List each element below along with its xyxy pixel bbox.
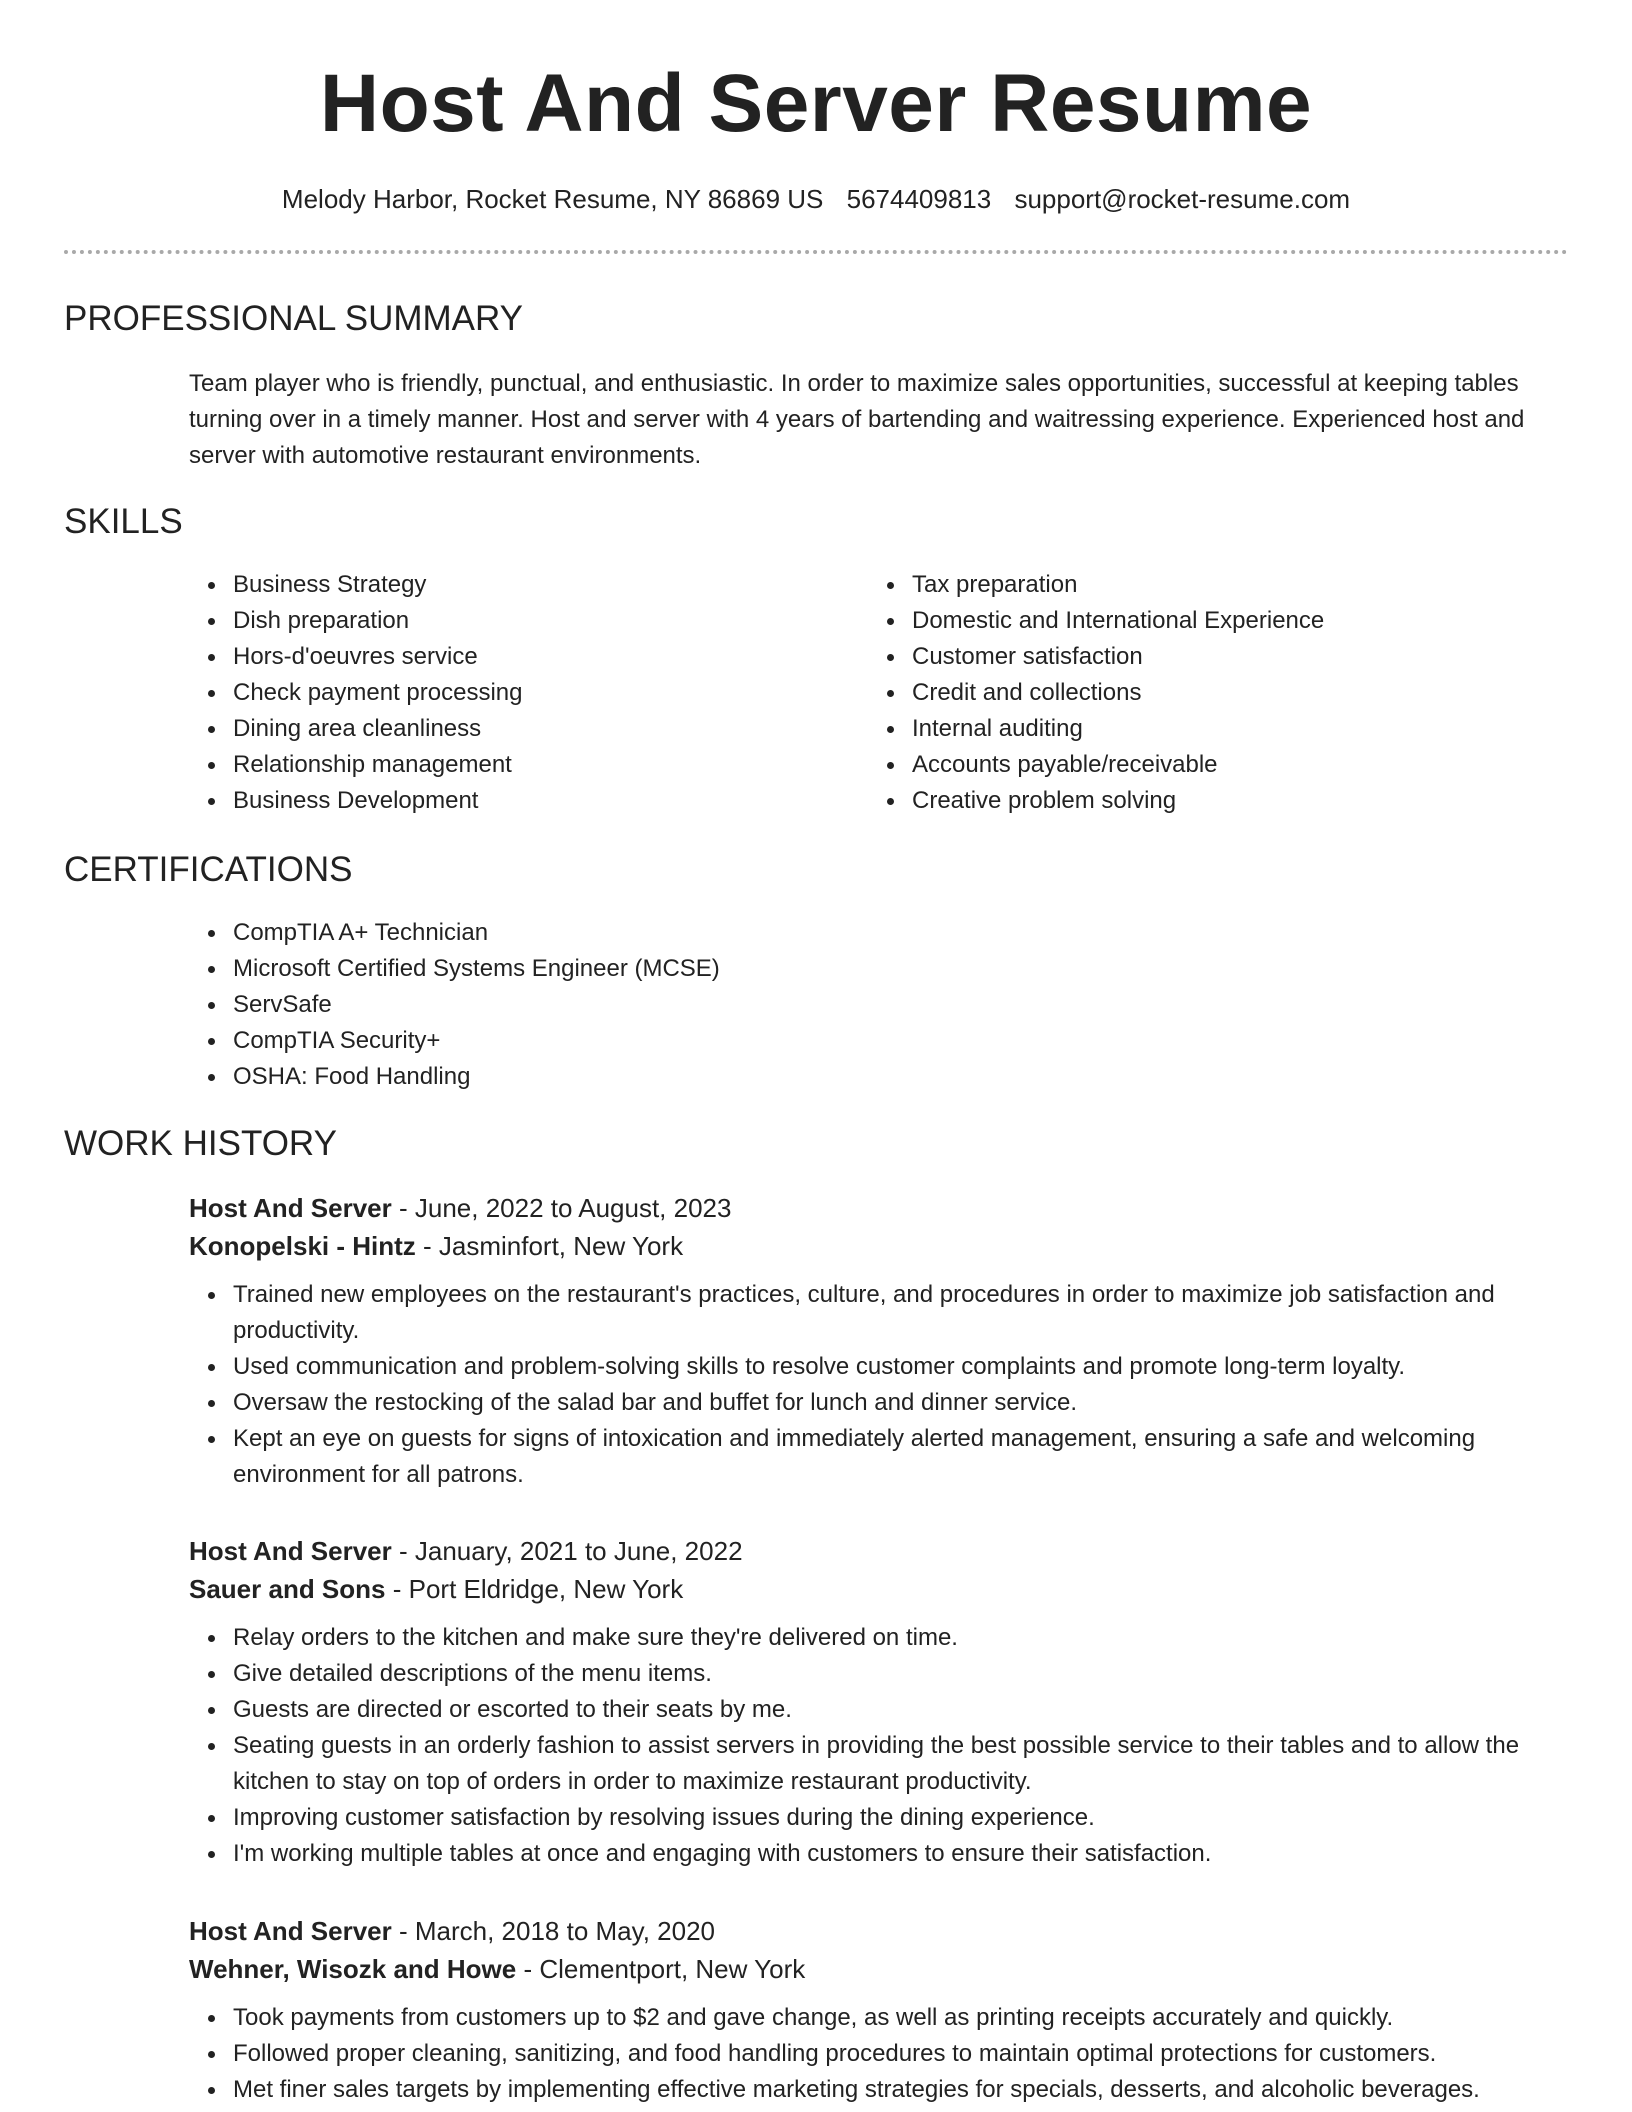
- certification-item: Microsoft Certified Systems Engineer (MCSE): [189, 951, 1489, 987]
- summary-text: Team player who is friendly, punctual, and enthusiastic. In order to maximize sales opportunities, successful at keeping tables turning over in a timely manner. Host and server with 4 years of bartending and waitressing experience. Experienced host and server with automotive restaurant environments.: [189, 370, 1525, 469]
- job-company-line: [189, 1950, 1549, 1988]
- job-title-line: [189, 1912, 1549, 1950]
- job-bullet: Seating guests in an orderly fashion to assist servers in providing the best possible service to their tables and to allow the kitchen to stay on top of orders in order to maximize restaurant productivity.: [189, 1728, 1549, 1800]
- job-bullets: [189, 1620, 1549, 1872]
- certification-item: CompTIA Security+: [189, 1023, 1489, 1059]
- job-title-line: [189, 1189, 1549, 1227]
- job-title: Host And Server: [189, 1916, 392, 1946]
- job-bullet: Followed proper cleaning, sanitizing, and food handling procedures to maintain optimal protections for customers.: [189, 2036, 1549, 2072]
- certification-item: OSHA: Food Handling: [189, 1059, 1489, 1095]
- certifications-list: [189, 915, 1489, 1095]
- contact-address: Melody Harbor, Rocket Resume, NY 86869 US: [281, 184, 824, 214]
- job-entry: [189, 1912, 1549, 2108]
- skill-item: Accounts payable/receivable: [868, 747, 1548, 783]
- job-bullet: Met finer sales targets by implementing effective marketing strategies for specials, desserts, and alcoholic beverages.: [189, 2072, 1549, 2108]
- job-company-line: [189, 1570, 1549, 1608]
- job-bullets: [189, 2000, 1549, 2108]
- skill-item: Internal auditing: [868, 711, 1548, 747]
- job-company-line: [189, 1227, 1549, 1265]
- certification-item: CompTIA A+ Technician: [189, 915, 1489, 951]
- job-bullet: Improving customer satisfaction by resolving issues during the dining experience.: [189, 1800, 1549, 1836]
- skill-item: Relationship management: [189, 747, 829, 783]
- contact-phone: 5674409813: [846, 184, 992, 214]
- job-bullet: Oversaw the restocking of the salad bar and buffet for lunch and dinner service.: [189, 1385, 1549, 1421]
- skill-item: Credit and collections: [868, 675, 1548, 711]
- summary-heading: PROFESSIONAL SUMMARY: [64, 299, 523, 338]
- contact-email: support@rocket-resume.com: [1014, 184, 1351, 214]
- skill-item: Creative problem solving: [868, 783, 1548, 819]
- skill-item: Domestic and International Experience: [868, 603, 1548, 639]
- skill-item: Dish preparation: [189, 603, 829, 639]
- skill-item: Business Development: [189, 783, 829, 819]
- skill-item: Business Strategy: [189, 567, 829, 603]
- skill-item: Check payment processing: [189, 675, 829, 711]
- skills-list-left: [189, 567, 829, 819]
- job-location: - Clementport, New York: [516, 1954, 806, 1984]
- job-dates: - March, 2018 to May, 2020: [391, 1916, 716, 1946]
- skills-list-right: [868, 567, 1548, 819]
- skills-heading: SKILLS: [64, 502, 183, 541]
- contact-line: [0, 182, 1632, 216]
- job-bullet: Took payments from customers up to $2 and gave change, as well as printing receipts accurately and quickly.: [189, 2000, 1549, 2036]
- job-title: Host And Server: [189, 1536, 392, 1566]
- job-bullet: Used communication and problem-solving skills to resolve customer complaints and promote long-term loyalty.: [189, 1349, 1549, 1385]
- skill-item: Hors-d'oeuvres service: [189, 639, 829, 675]
- job-bullet: Give detailed descriptions of the menu items.: [189, 1656, 1549, 1692]
- certifications-heading: CERTIFICATIONS: [64, 850, 353, 889]
- job-bullet: Relay orders to the kitchen and make sure they're delivered on time.: [189, 1620, 1549, 1656]
- work-history-heading: WORK HISTORY: [64, 1124, 337, 1163]
- job-title: Host And Server: [189, 1193, 392, 1223]
- job-bullet: Kept an eye on guests for signs of intoxication and immediately alerted management, ensuring a safe and welcoming environment for all patrons.: [189, 1421, 1549, 1493]
- job-bullet: Guests are directed or escorted to their seats by me.: [189, 1692, 1549, 1728]
- job-company: Sauer and Sons: [189, 1574, 386, 1604]
- skill-item: Dining area cleanliness: [189, 711, 829, 747]
- job-company: Konopelski - Hintz: [189, 1231, 416, 1261]
- header-divider: [64, 250, 1568, 254]
- skill-item: Tax preparation: [868, 567, 1548, 603]
- job-bullets: [189, 1277, 1549, 1493]
- job-title-line: [189, 1532, 1549, 1570]
- job-company: Wehner, Wisozk and Howe: [189, 1954, 517, 1984]
- job-entry: [189, 1189, 1549, 1493]
- job-location: - Jasminfort, New York: [415, 1231, 684, 1261]
- job-dates: - June, 2022 to August, 2023: [391, 1193, 732, 1223]
- certification-item: ServSafe: [189, 987, 1489, 1023]
- job-dates: - January, 2021 to June, 2022: [391, 1536, 743, 1566]
- job-bullet: Trained new employees on the restaurant's practices, culture, and procedures in order to maximize job satisfaction and productivity.: [189, 1277, 1549, 1349]
- job-bullet: I'm working multiple tables at once and engaging with customers to ensure their satisfaction.: [189, 1836, 1549, 1872]
- job-entry: [189, 1532, 1549, 1872]
- skill-item: Customer satisfaction: [868, 639, 1548, 675]
- resume-title: Host And Server Resume: [319, 58, 1313, 149]
- job-location: - Port Eldridge, New York: [385, 1574, 684, 1604]
